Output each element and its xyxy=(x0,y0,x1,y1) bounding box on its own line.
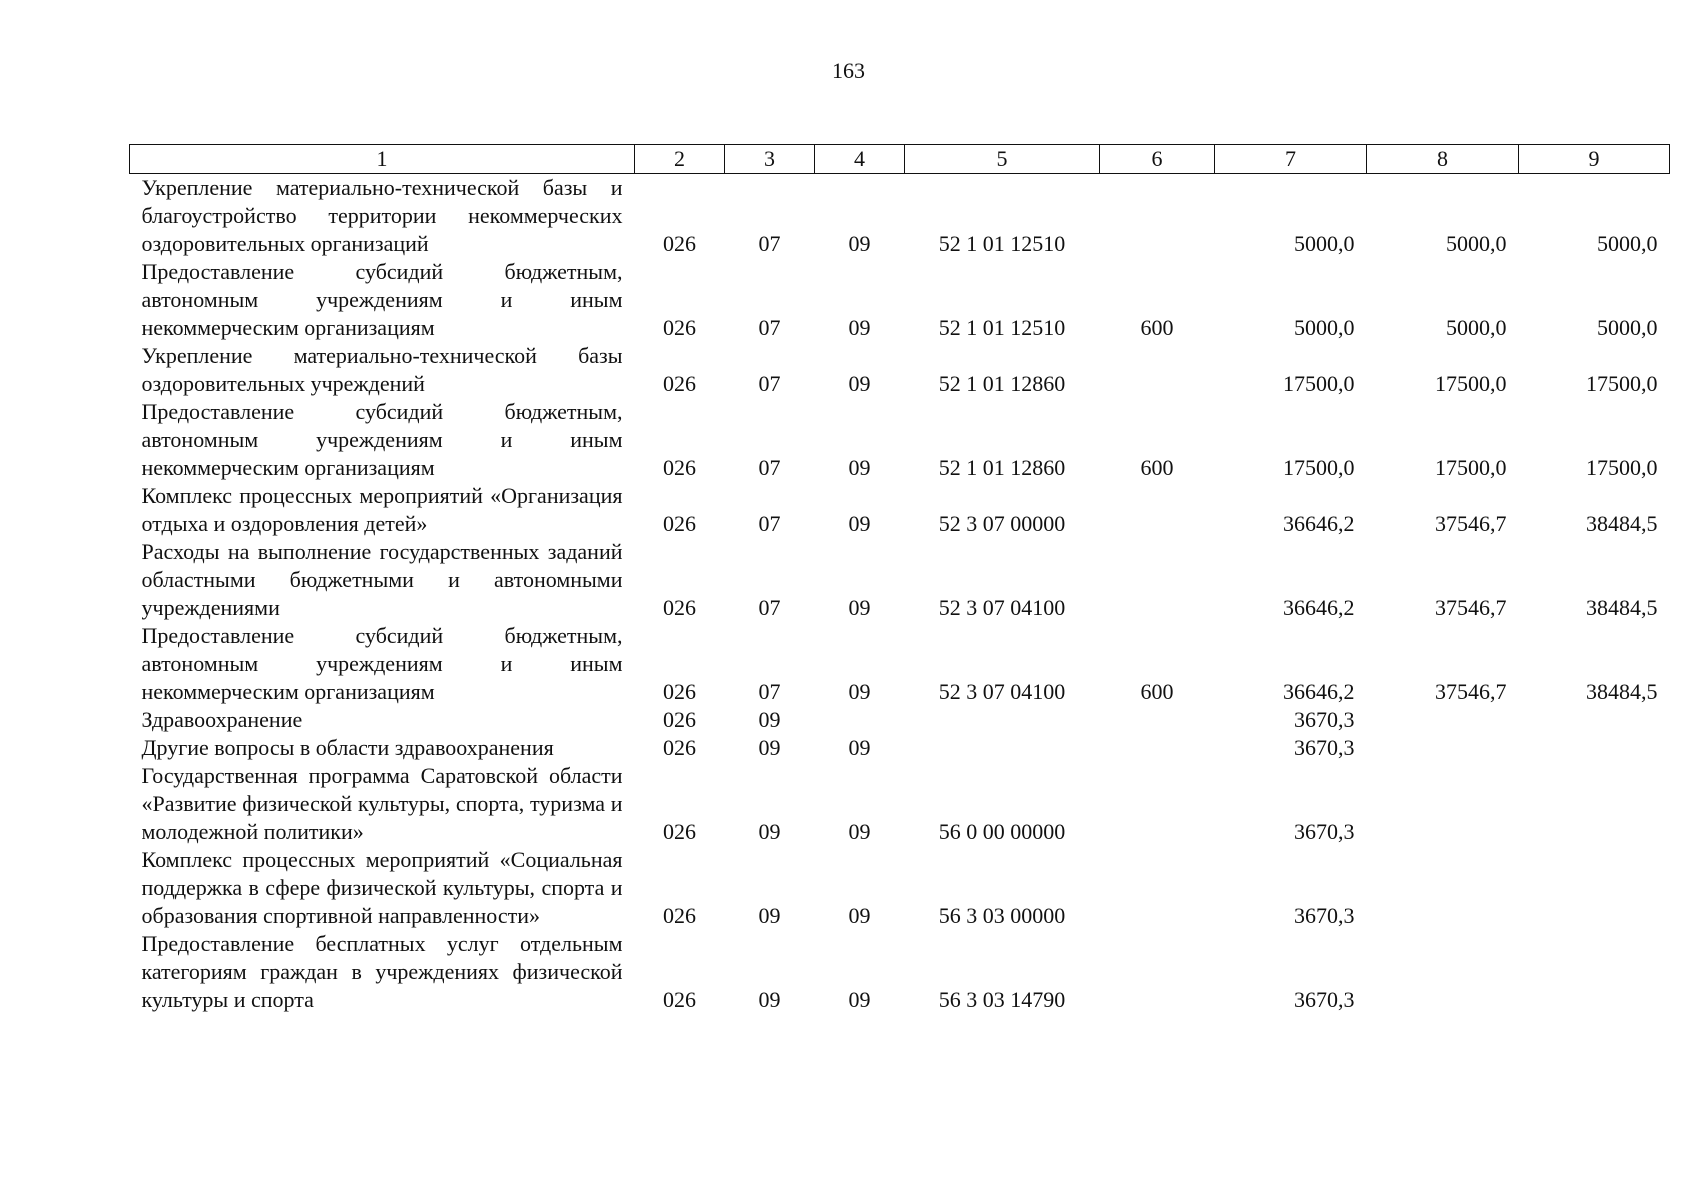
amount-col-7: 3670,3 xyxy=(1294,819,1355,844)
subsection-code: 09 xyxy=(848,595,871,620)
target-article-code: 56 0 00 00000 xyxy=(938,819,1066,844)
amount-col-8: 37546,7 xyxy=(1435,511,1507,536)
subsection-code: 09 xyxy=(848,679,871,704)
page-number: 163 xyxy=(832,58,865,83)
amount-col-8: 17500,0 xyxy=(1435,371,1507,396)
subsection-code: 09 xyxy=(848,735,871,760)
section-code: 07 xyxy=(758,455,781,480)
row-name: Укрепление материально-технической базы и благоустройство территории некоммерческих оздоровительных организаций xyxy=(141,175,623,256)
subsection-code xyxy=(815,706,905,734)
header-cell: 6 xyxy=(1100,145,1215,174)
amount-col-9 xyxy=(1519,706,1670,734)
amount-col-8: 5000,0 xyxy=(1446,231,1507,256)
subsection-code: 09 xyxy=(848,315,871,340)
amount-col-9: 38484,5 xyxy=(1586,511,1658,536)
expense-type-code xyxy=(1100,706,1215,734)
row-name: Расходы на выполнение государственных заданий областными бюджетными и автономными учреждениями xyxy=(141,539,623,620)
expense-type-code xyxy=(1100,930,1215,1014)
table-row xyxy=(130,706,1670,734)
section-code: 09 xyxy=(758,707,781,732)
target-article-code: 52 3 07 04100 xyxy=(938,679,1066,704)
amount-col-9: 38484,5 xyxy=(1586,679,1658,704)
ministry-code: 026 xyxy=(663,735,696,760)
expense-type-code xyxy=(1100,174,1215,259)
subsection-code: 09 xyxy=(848,371,871,396)
ministry-code: 026 xyxy=(663,679,696,704)
row-name: Предоставление бесплатных услуг отдельным категориям граждан в учреждениях физической культуры и спорта xyxy=(141,931,623,1012)
header-cell: 7 xyxy=(1215,145,1367,174)
amount-col-9: 5000,0 xyxy=(1597,231,1658,256)
subsection-code: 09 xyxy=(848,511,871,536)
subsection-code: 09 xyxy=(848,903,871,928)
target-article-code: 52 1 01 12510 xyxy=(938,231,1066,256)
section-code: 07 xyxy=(758,315,781,340)
amount-col-7: 3670,3 xyxy=(1294,707,1355,732)
expense-type-code xyxy=(1100,734,1215,762)
amount-col-7: 3670,3 xyxy=(1294,987,1355,1012)
ministry-code: 026 xyxy=(663,595,696,620)
amount-col-9 xyxy=(1519,930,1670,1014)
section-code: 09 xyxy=(758,735,781,760)
row-name: Здравоохранение xyxy=(141,707,303,732)
expense-type-code xyxy=(1100,342,1215,398)
header-cell: 3 xyxy=(725,145,815,174)
amount-col-8: 17500,0 xyxy=(1435,455,1507,480)
target-article-code: 52 1 01 12860 xyxy=(938,455,1066,480)
row-name: Комплекс процессных мероприятий «Организация отдыха и оздоровления детей» xyxy=(141,483,623,536)
expense-type-code: 600 xyxy=(1140,679,1174,704)
expense-type-code xyxy=(1100,482,1215,538)
header-cell: 2 xyxy=(635,145,725,174)
table-row xyxy=(130,930,1670,1014)
table-row xyxy=(130,538,1670,622)
table-row xyxy=(130,846,1670,930)
target-article-code: 56 3 03 00000 xyxy=(938,903,1066,928)
expense-type-code: 600 xyxy=(1140,455,1174,480)
ministry-code: 026 xyxy=(663,455,696,480)
subsection-code: 09 xyxy=(848,231,871,256)
section-code: 09 xyxy=(758,819,781,844)
row-name: Предоставление субсидий бюджетным, автономным учреждениям и иным некоммерческим организациям xyxy=(141,399,623,480)
amount-col-7: 17500,0 xyxy=(1283,455,1355,480)
amount-col-8 xyxy=(1367,846,1519,930)
subsection-code: 09 xyxy=(848,455,871,480)
amount-col-7: 36646,2 xyxy=(1283,679,1355,704)
row-name: Государственная программа Саратовской области «Развитие физической культуры, спорта, туризма и молодежной политики» xyxy=(141,763,623,844)
ministry-code: 026 xyxy=(663,231,696,256)
row-name: Другие вопросы в области здравоохранения xyxy=(141,735,554,760)
header-row xyxy=(130,145,1670,174)
amount-col-9: 17500,0 xyxy=(1586,371,1658,396)
amount-col-8 xyxy=(1367,734,1519,762)
row-name: Предоставление субсидий бюджетным, автономным учреждениям и иным некоммерческим организациям xyxy=(141,259,623,340)
ministry-code: 026 xyxy=(663,707,696,732)
row-name: Комплекс процессных мероприятий «Социальная поддержка в сфере физической культуры, спорта и образования спортивной направленности» xyxy=(141,847,623,928)
table-row xyxy=(130,762,1670,846)
ministry-code: 026 xyxy=(663,315,696,340)
expense-type-code xyxy=(1100,538,1215,622)
section-code: 07 xyxy=(758,679,781,704)
target-article-code: 52 1 01 12510 xyxy=(938,315,1066,340)
row-name: Предоставление субсидий бюджетным, автономным учреждениям и иным некоммерческим организациям xyxy=(141,623,623,704)
amount-col-7: 36646,2 xyxy=(1283,595,1355,620)
amount-col-8 xyxy=(1367,930,1519,1014)
amount-col-7: 17500,0 xyxy=(1283,371,1355,396)
header-cell: 9 xyxy=(1519,145,1670,174)
amount-col-8: 37546,7 xyxy=(1435,595,1507,620)
ministry-code: 026 xyxy=(663,903,696,928)
amount-col-9: 38484,5 xyxy=(1586,595,1658,620)
section-code: 07 xyxy=(758,371,781,396)
header-cell: 4 xyxy=(815,145,905,174)
ministry-code: 026 xyxy=(663,987,696,1012)
amount-col-9: 5000,0 xyxy=(1597,315,1658,340)
table-row xyxy=(130,342,1670,398)
header-cell: 8 xyxy=(1367,145,1519,174)
amount-col-8 xyxy=(1367,762,1519,846)
expense-type-code: 600 xyxy=(1140,315,1174,340)
subsection-code: 09 xyxy=(848,987,871,1012)
amount-col-7: 36646,2 xyxy=(1283,511,1355,536)
expense-type-code xyxy=(1100,846,1215,930)
amount-col-9: 17500,0 xyxy=(1586,455,1658,480)
budget-table xyxy=(129,144,1670,1014)
table-row xyxy=(130,622,1670,706)
amount-col-8: 5000,0 xyxy=(1446,315,1507,340)
ministry-code: 026 xyxy=(663,511,696,536)
section-code: 07 xyxy=(758,595,781,620)
section-code: 09 xyxy=(758,903,781,928)
target-article-code: 56 3 03 14790 xyxy=(938,987,1066,1012)
table-row xyxy=(130,734,1670,762)
header-cell: 5 xyxy=(905,145,1100,174)
section-code: 07 xyxy=(758,511,781,536)
section-code: 09 xyxy=(758,987,781,1012)
table-row xyxy=(130,174,1670,259)
amount-col-8: 37546,7 xyxy=(1435,679,1507,704)
row-name: Укрепление материально-технической базы оздоровительных учреждений xyxy=(141,343,623,396)
target-article-code xyxy=(905,734,1100,762)
section-code: 07 xyxy=(758,231,781,256)
table-row xyxy=(130,398,1670,482)
table-row xyxy=(130,258,1670,342)
amount-col-7: 3670,3 xyxy=(1294,735,1355,760)
expense-type-code xyxy=(1100,762,1215,846)
amount-col-7: 3670,3 xyxy=(1294,903,1355,928)
amount-col-9 xyxy=(1519,762,1670,846)
subsection-code: 09 xyxy=(848,819,871,844)
target-article-code xyxy=(905,706,1100,734)
ministry-code: 026 xyxy=(663,371,696,396)
target-article-code: 52 3 07 00000 xyxy=(938,511,1066,536)
amount-col-7: 5000,0 xyxy=(1294,315,1355,340)
amount-col-7: 5000,0 xyxy=(1294,231,1355,256)
header-cell: 1 xyxy=(130,145,635,174)
amount-col-9 xyxy=(1519,846,1670,930)
target-article-code: 52 3 07 04100 xyxy=(938,595,1066,620)
amount-col-9 xyxy=(1519,734,1670,762)
table-row xyxy=(130,482,1670,538)
amount-col-8 xyxy=(1367,706,1519,734)
target-article-code: 52 1 01 12860 xyxy=(938,371,1066,396)
ministry-code: 026 xyxy=(663,819,696,844)
